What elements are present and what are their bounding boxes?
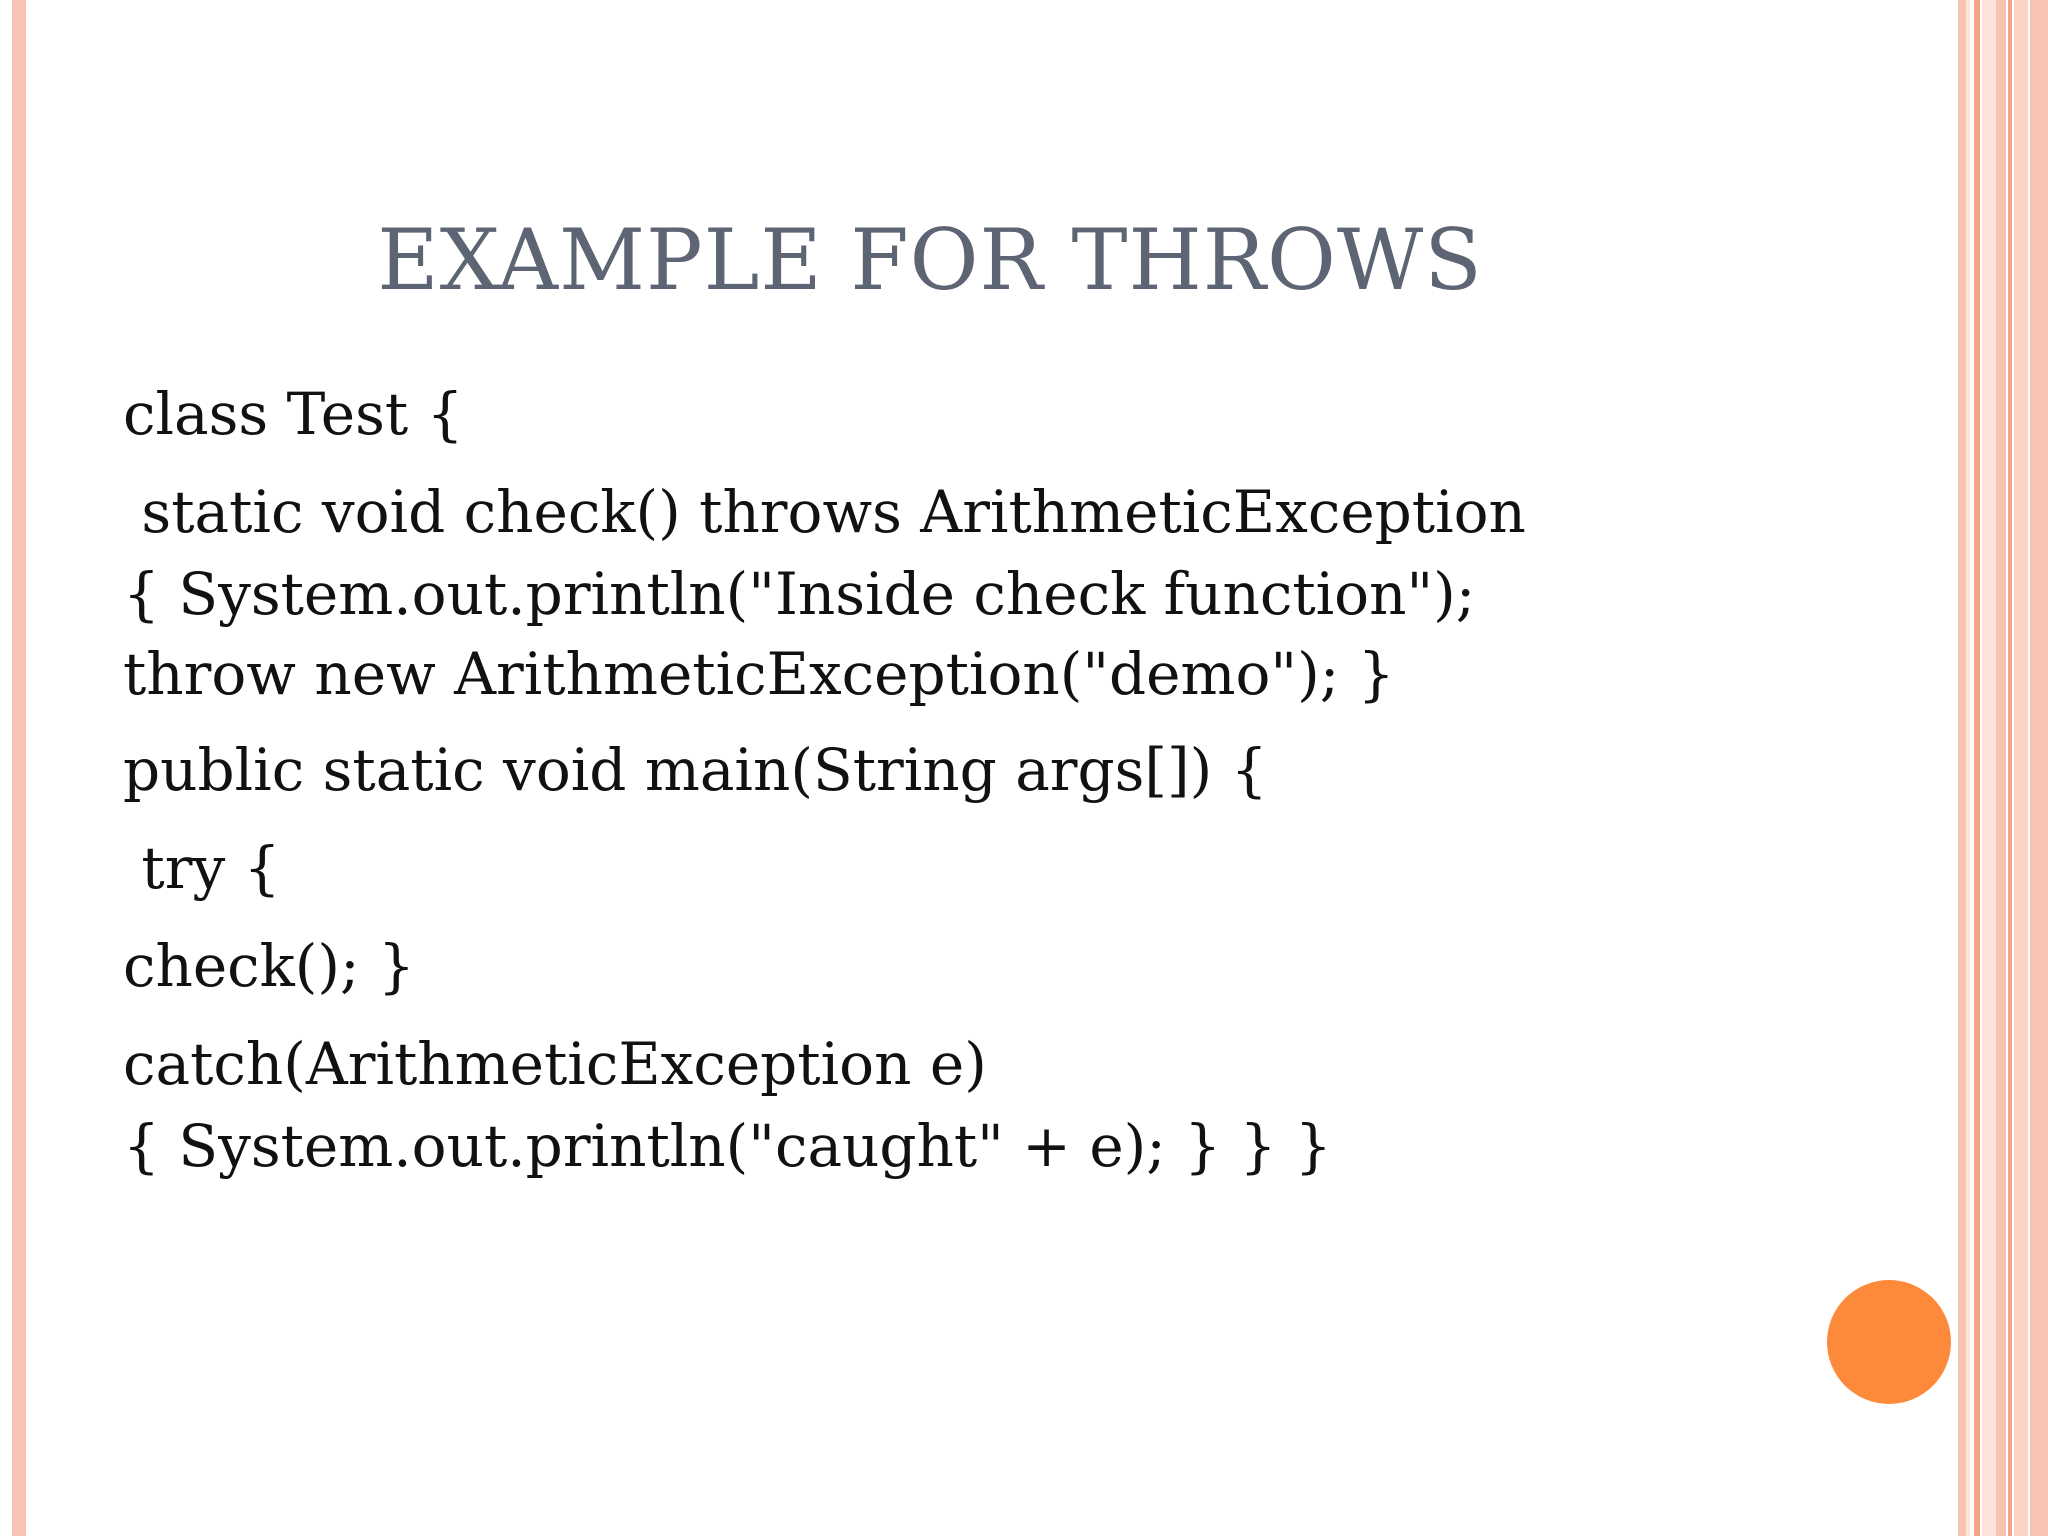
code-line: class Test { (123, 380, 464, 448)
code-line: public static void main(String args[]) { (123, 736, 1268, 804)
code-line: { System.out.println("caught" + e); } } } (123, 1112, 1332, 1180)
right-border-stripe (1996, 0, 2006, 1536)
right-border-stripe (2008, 0, 2012, 1536)
code-line: try { (123, 834, 281, 902)
code-block (123, 372, 1923, 1186)
slide-title: EXAMPLE FOR THROWS (377, 211, 1483, 309)
right-border-stripe (1958, 0, 1966, 1536)
code-line: { System.out.println("Inside check function"); (123, 560, 1476, 628)
code-line: static void check() throws ArithmeticException (123, 478, 1526, 546)
code-line: catch(ArithmeticException e) (123, 1030, 987, 1098)
code-line: check(); } (123, 932, 415, 1000)
right-border-stripe (1974, 0, 1980, 1536)
right-border-stripe (2014, 0, 2028, 1536)
right-border-stripe (1966, 0, 1970, 1536)
right-border-stripe (2030, 0, 2048, 1536)
right-border-stripe (1982, 0, 1996, 1536)
orange-dot-decoration (1827, 1280, 1951, 1404)
code-line: throw new ArithmeticException("demo"); } (123, 640, 1395, 708)
